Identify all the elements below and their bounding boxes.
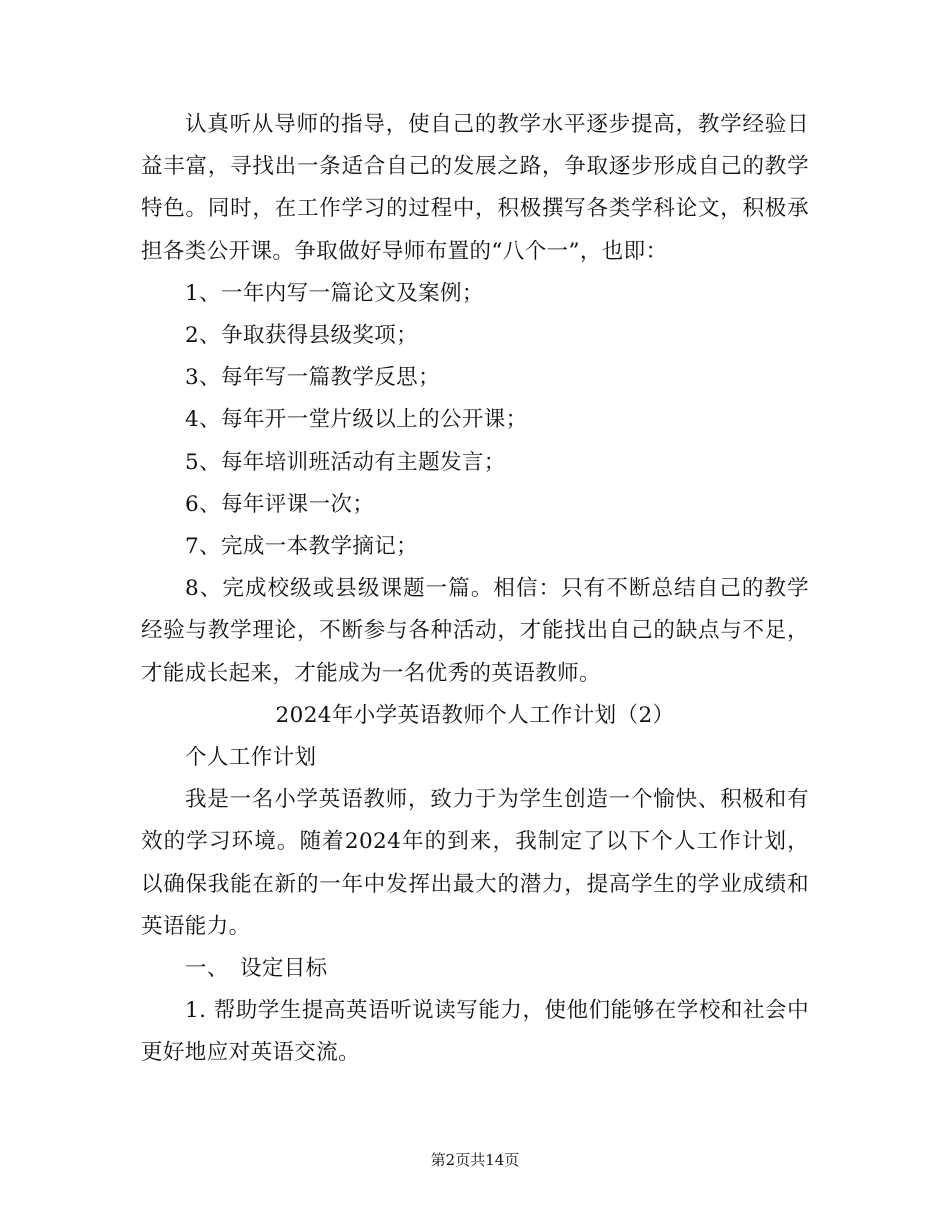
page-content bbox=[141, 104, 809, 1075]
subheading: 个人工作计划 bbox=[185, 745, 317, 771]
list-item: 6、每年评课一次； bbox=[185, 491, 375, 517]
list-item: 4、每年开一堂片级以上的公开课； bbox=[185, 407, 528, 433]
list-item: 8、完成校级或县级课题一篇。相信：只有不断总结自己的教学经验与教学理论，不断参与各种活动，才能找出自己的缺点与不足，才能成长起来，才能成为一名优秀的英语教师。 bbox=[141, 576, 809, 686]
goal-one: 1. 帮助学生提高英语听说读写能力，使他们能够在学校和社会中更好地应对英语交流。 bbox=[141, 998, 809, 1066]
list-item: 7、完成一本教学摘记； bbox=[185, 534, 419, 560]
list-item: 3、每年写一篇教学反思； bbox=[185, 365, 440, 391]
list-item: 5、每年培训班活动有主题发言； bbox=[185, 449, 506, 475]
intro-paragraph: 认真听从导师的指导，使自己的教学水平逐步提高，教学经验日益丰富，寻找出一条适合自己的发展之路，争取逐步形成自己的教学特色。同时，在工作学习的过程中，积极撰写各类学科论文，积极承担各类公开课。争取做好导师布置的“八个一”，也即： bbox=[141, 112, 809, 264]
list-item: 1、一年内写一篇论文及案例； bbox=[185, 280, 484, 306]
page-number-footer: 第2页共14页 bbox=[430, 1151, 520, 1169]
section-title: 2024年小学英语教师个人工作计划（2） bbox=[275, 702, 675, 728]
body-paragraph: 我是一名小学英语教师，致力于为学生创造一个愉快、积极和有效的学习环境。随着2024年的到来，我制定了以下个人工作计划，以确保我能在新的一年中发挥出最大的潜力，提高学生的学业成绩和英语能力。 bbox=[141, 787, 809, 939]
list-item: 2、争取获得县级奖项； bbox=[185, 323, 419, 349]
heading-one: 一、 设定目标 bbox=[185, 956, 328, 982]
